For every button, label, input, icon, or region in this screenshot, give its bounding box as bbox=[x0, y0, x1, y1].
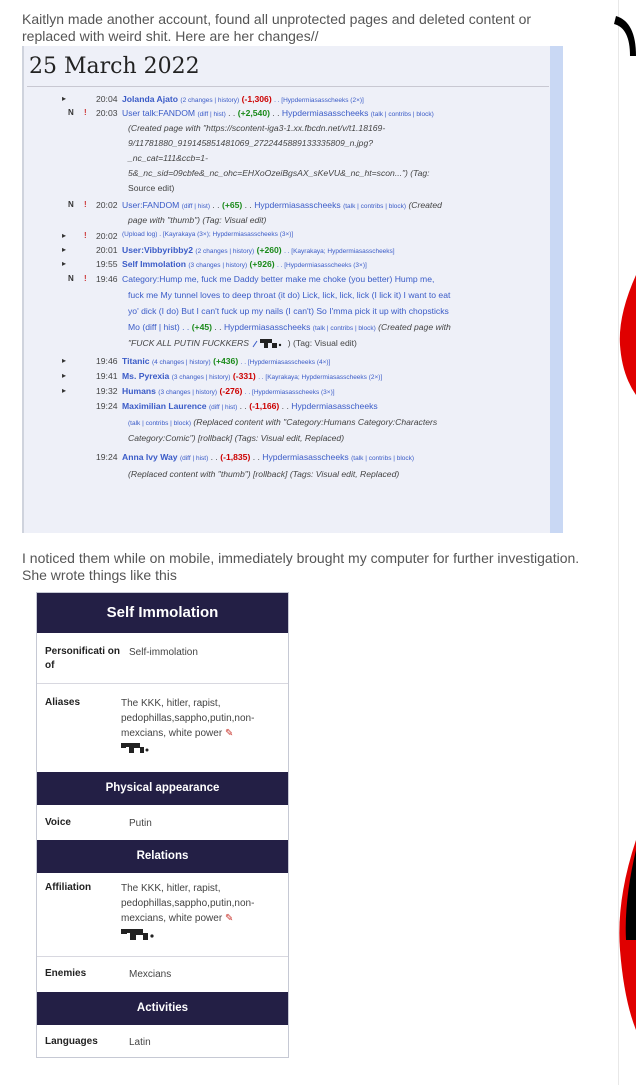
edit-summary-line: Category:Comic") [rollback] (Tags: Visual edit, Replaced) bbox=[128, 433, 345, 443]
edit-summary-line: (Created page with "https://scontent-iga3-1.xx.fbcdn.net/v/t1.18169- bbox=[128, 123, 386, 133]
changes-date-heading: 25 March 2022 bbox=[29, 54, 200, 79]
personification-value: Self-immolation bbox=[129, 647, 198, 658]
scrollbar[interactable] bbox=[550, 46, 563, 533]
edit-summary-line: 5&_nc_sid=09cbfe&_nc_ohc=EHXoOzeiBgsAX_sKeVU&_nc_ht=scon...") (Tag: bbox=[128, 168, 430, 178]
change-detail-line: (talk | contribs | block) (Replaced content with "Category:Humans Category:Characters bbox=[128, 417, 438, 427]
red-curve-decoration bbox=[612, 275, 636, 395]
recent-changes-screenshot: 25 March 2022 ▸ 20:04 Jolanda Ajato (2 changes | history) (-1,306) . . [Hypdermiasasscheeks (2×)] N ! 20:03 User talk:FANDOM (diff | hist) . . (+2,540) . . Hypdermiasasscheeks (talk | contribs | block) (Created page with "https://scontent-iga3-1.xx.fbcdn.net/v/t1.18169- 9/11781880_919145851481069_2722445889133335809_n.jpg? _nc_cat=111&ccb=1- 5&_nc_sid=09cbfe&_nc_ohc=EHXoOzeiBgsAX_sKeVU&_nc_ht=scon...") (Tag: Source edit) N ! 20:02 User:FANDOM (diff | hist) . . (+65) . . Hypdermiasasscheeks (talk | contribs | block) (Created page with "thumb") (Tag: Visual edit) ▸ ! 20:02 (Upload log) . [Kayrakaya (3×); Hypdermiasasscheeks (3×)] ▸ 20:01 User:Vibbyribby2 (2 changes | history) (+260) . . [Kayrakaya; Hypdermiasasscheeks] ▸ 19:55 Self Immolation (3 changes | history) (+926) . . [Hypdermiasasscheeks (3×)] N ! 19:46 Category:Hump me, fuck me Daddy better make me choke (you better) Hump me, fuck me My tunnel loves to deep throat (it do) Lick, lick, lick, lick (I lick it) I want to eat yo' dick (I do) But I can't fuck up my nails (I can't) So I'mma pick it up with chopsticks Mo (diff | hist) . . (+45) . . Hypdermiasasscheeks (talk | contribs | block) (Created page with "FUCK ALL PUTIN FUCKKERS ) (Tag: Visual edit) ▸ 19:46 Titanic (4 changes | history) (+436) . . [Hypdermiasasscheeks (4×)] ▸ 19:41 Ms. Pyrexia (3 changes | history) (-331) . . [Kayrakaya; Hypdermiasasscheeks (2×)] ▸ 19:32 Humans (3 changes | history) (-276) . . [Hypdermiasasscheeks (3×)] 19:24 Maximilian Laurence (diff | hist) . . (-1,166) . . Hypdermiasasscheeks (talk | contribs | block) (Replaced content with "Category:Humans Category:Characters Category:Comic") [rollback] (Tags: Visual edit, Replaced) 19:24 Anna Ivy Way (diff | hist) . . (-1,835) . . Hypdermiasasscheeks (talk | contribs | block) (Replaced content with "thumb") [rollback] (Tags: Visual edit, Replaced) bbox=[22, 46, 563, 533]
affiliation-label: Affiliation bbox=[45, 882, 92, 893]
heading-divider bbox=[27, 86, 549, 87]
voice-label: Voice bbox=[45, 817, 71, 828]
edit-summary-line: 9/11781880_919145851481069_2722445889133335809_n.jpg? bbox=[128, 138, 374, 148]
infobox-title: Self Immolation bbox=[37, 593, 288, 633]
expand-arrow-icon[interactable]: ▸ bbox=[62, 386, 67, 395]
expand-arrow-icon[interactable]: ▸ bbox=[62, 371, 67, 380]
red-black-curve-decoration bbox=[612, 840, 636, 1030]
post-caption-middle: I noticed them while on mobile, immediately brought my computer for further investigation. She wrote things like this bbox=[22, 550, 580, 583]
expand-arrow-icon[interactable]: ▸ bbox=[62, 259, 67, 268]
languages-label: Languages bbox=[45, 1036, 98, 1047]
post-caption-top: Kaitlyn made another account, found all unprotected pages and deleted content or replaced with weird shit. Here are her changes// bbox=[22, 11, 532, 44]
relations-header: Relations bbox=[37, 840, 288, 873]
edit-pencil-icon[interactable]: ✎ bbox=[224, 913, 234, 924]
change-detail-line: Mo (diff | hist) . . (+45) . . Hypdermiasasscheeks (talk | contribs | block) (Created page with bbox=[128, 322, 451, 332]
enemies-label: Enemies bbox=[45, 968, 87, 979]
edit-pencil-icon[interactable]: ✎ bbox=[224, 728, 234, 739]
expand-arrow-icon[interactable]: ▸ bbox=[62, 94, 67, 103]
languages-value: Latin bbox=[129, 1037, 151, 1048]
row-divider bbox=[37, 956, 288, 957]
expand-arrow-icon[interactable]: ▸ bbox=[62, 231, 67, 240]
edit-summary-line: (Replaced content with "thumb") [rollback] (Tags: Visual edit, Replaced) bbox=[128, 469, 400, 479]
change-detail-line: "FUCK ALL PUTIN FUCKKERS ) (Tag: Visual edit) bbox=[128, 338, 357, 348]
swastika-symbol-icon bbox=[121, 926, 157, 940]
aliases-label: Aliases bbox=[45, 697, 81, 708]
row-divider bbox=[37, 683, 288, 684]
affiliation-value: The KKK, hitler, rapist, pedophillas,sappho,putin,non- mexcians, white power ✎ bbox=[121, 881, 254, 945]
page-title-line[interactable]: fuck me My tunnel loves to deep throat (it do) Lick, lick, lick, lick (I lick it) I want to eat bbox=[128, 290, 451, 300]
activities-header: Activities bbox=[37, 992, 288, 1025]
swastika-symbol-icon bbox=[251, 338, 285, 349]
personification-label: Personificati on of bbox=[45, 646, 121, 671]
aliases-value: The KKK, hitler, rapist, pedophillas,sappho,putin,non- mexcians, white power ✎ bbox=[121, 696, 254, 758]
edit-summary-line: page with "thumb") (Tag: Visual edit) bbox=[128, 215, 267, 225]
edit-summary-line: Source edit) bbox=[128, 183, 175, 193]
expand-arrow-icon[interactable]: ▸ bbox=[62, 356, 67, 365]
physical-appearance-header: Physical appearance bbox=[37, 772, 288, 805]
expand-arrow-icon[interactable]: ▸ bbox=[62, 245, 67, 254]
swastika-symbol-icon bbox=[121, 741, 151, 753]
black-curve-decoration bbox=[612, 14, 636, 56]
edit-summary-line: _nc_cat=111&ccb=1- bbox=[128, 153, 208, 163]
voice-value: Putin bbox=[129, 818, 152, 829]
enemies-value: Mexcians bbox=[129, 969, 172, 980]
character-infobox bbox=[36, 592, 289, 1058]
page-title-line[interactable]: yo' dick (I do) But I can't fuck up my nails (I can't) So I'mma pick it up with chopsticks bbox=[128, 306, 449, 316]
